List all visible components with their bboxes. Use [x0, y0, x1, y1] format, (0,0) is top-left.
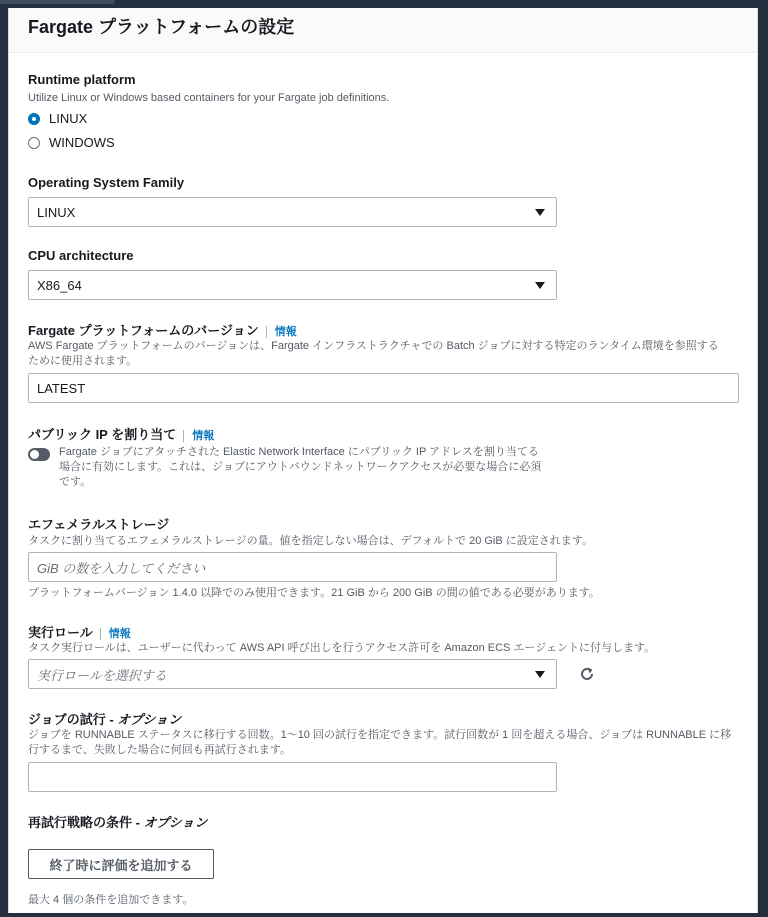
platform-version-description-line1: AWS Fargate プラットフォームのバージョンは、Fargate インフラストラクチャでの Batch ジョブに対する特定のランタイム環境を参照する — [28, 340, 719, 352]
cpu-architecture-select[interactable] — [28, 270, 557, 300]
cpu-architecture-value: X86_64 — [37, 277, 82, 293]
public-ip-label-row — [28, 424, 214, 443]
add-evaluate-on-exit-button[interactable]: 終了時に評価を追加する — [28, 849, 214, 879]
public-ip-description-line3: です。 — [59, 476, 92, 488]
execution-role-placeholder: 実行ロールを選択する — [37, 667, 167, 683]
caret-down-icon — [535, 209, 545, 216]
radio-linux-label: LINUX — [49, 111, 88, 126]
caret-down-icon — [535, 671, 545, 678]
os-family-select[interactable] — [28, 197, 557, 227]
platform-version-input[interactable] — [28, 373, 739, 403]
platform-version-label: Fargate プラットフォームのバージョン — [28, 323, 259, 338]
panel-header — [9, 8, 757, 53]
os-family-label: Operating System Family — [28, 175, 185, 190]
job-attempts-description — [28, 728, 731, 758]
caret-down-icon — [535, 282, 545, 289]
execution-role-description: タスク実行ロールは、ユーザーに代わって AWS API 呼び出しを行うアクセス許可を Amazon ECS エージェントに付与します。 — [28, 642, 656, 654]
platform-version-description-line2: ために使用されます。 — [28, 355, 138, 367]
radio-windows[interactable] — [28, 135, 115, 150]
public-ip-description-line1: Fargate ジョブにアタッチされた Elastic Network Interface にパブリック IP アドレスを割り当てる — [59, 446, 539, 458]
public-ip-toggle[interactable] — [28, 448, 50, 461]
retry-strategy-label-row — [28, 812, 207, 831]
platform-version-value: LATEST — [37, 380, 86, 396]
panel-title: Fargate プラットフォームの設定 — [28, 17, 295, 37]
ephemeral-storage-input[interactable] — [28, 552, 557, 582]
job-attempts-description-line2: 行するまで、失敗した場合に何回も再試行されます。 — [28, 744, 291, 756]
execution-role-select[interactable] — [28, 659, 557, 689]
radio-linux[interactable] — [28, 111, 87, 126]
radio-windows-label: WINDOWS — [49, 135, 115, 150]
ephemeral-storage-description: タスクに割り当てるエフェメラルストレージの量。値を指定しない場合は、デフォルトで 20 GiB に設定されます。 — [28, 535, 593, 547]
platform-version-description — [28, 339, 719, 369]
radio-windows-button[interactable] — [28, 137, 40, 149]
job-attempts-input[interactable] — [28, 762, 557, 792]
job-attempts-label: ジョブの試行 - — [28, 712, 118, 727]
top-bar — [0, 0, 768, 8]
retry-strategy-optional: オプション — [143, 815, 208, 830]
platform-version-info-link[interactable]: 情報 — [266, 326, 297, 338]
ephemeral-storage-constraint: プラットフォームバージョン 1.4.0 以降でのみ使用できます。21 GiB から 200 GiB の間の値である必要があります。 — [28, 587, 600, 599]
public-ip-info-link[interactable]: 情報 — [183, 430, 214, 442]
runtime-platform-label: Runtime platform — [28, 72, 136, 87]
refresh-icon[interactable] — [577, 664, 597, 684]
execution-role-label-row — [28, 622, 131, 641]
retry-strategy-label: 再試行戦略の条件 - — [28, 815, 144, 830]
runtime-platform-description: Utilize Linux or Windows based containers for your Fargate job definitions. — [28, 92, 390, 104]
browser-tab-hint — [0, 0, 115, 4]
cpu-architecture-label: CPU architecture — [28, 248, 134, 263]
job-attempts-optional: オプション — [117, 712, 182, 727]
execution-role-label: 実行ロール — [28, 625, 93, 640]
ephemeral-storage-label: エフェメラルストレージ — [28, 517, 170, 532]
radio-linux-button[interactable] — [28, 113, 40, 125]
execution-role-info-link[interactable]: 情報 — [100, 628, 131, 640]
public-ip-label: パブリック IP を割り当て — [28, 427, 177, 442]
public-ip-description-line2: 場合に有効にします。これは、ジョブにアウトバウンドネットワークアクセスが必要な場合に必須 — [59, 461, 542, 473]
ephemeral-storage-placeholder: GiB の数を入力してください — [37, 560, 206, 576]
os-family-value: LINUX — [37, 204, 76, 220]
platform-version-label-row — [28, 320, 297, 339]
public-ip-description — [59, 445, 541, 490]
retry-strategy-note: 最大 4 個の条件を追加できます。 — [28, 894, 194, 906]
job-attempts-description-line1: ジョブを RUNNABLE ステータスに移行する回数。1〜10 回の試行を指定できます。試行回数が 1 回を超える場合、ジョブは RUNNABLE に移 — [28, 729, 732, 741]
fargate-settings-panel — [8, 8, 758, 913]
job-attempts-label-row — [28, 709, 181, 728]
